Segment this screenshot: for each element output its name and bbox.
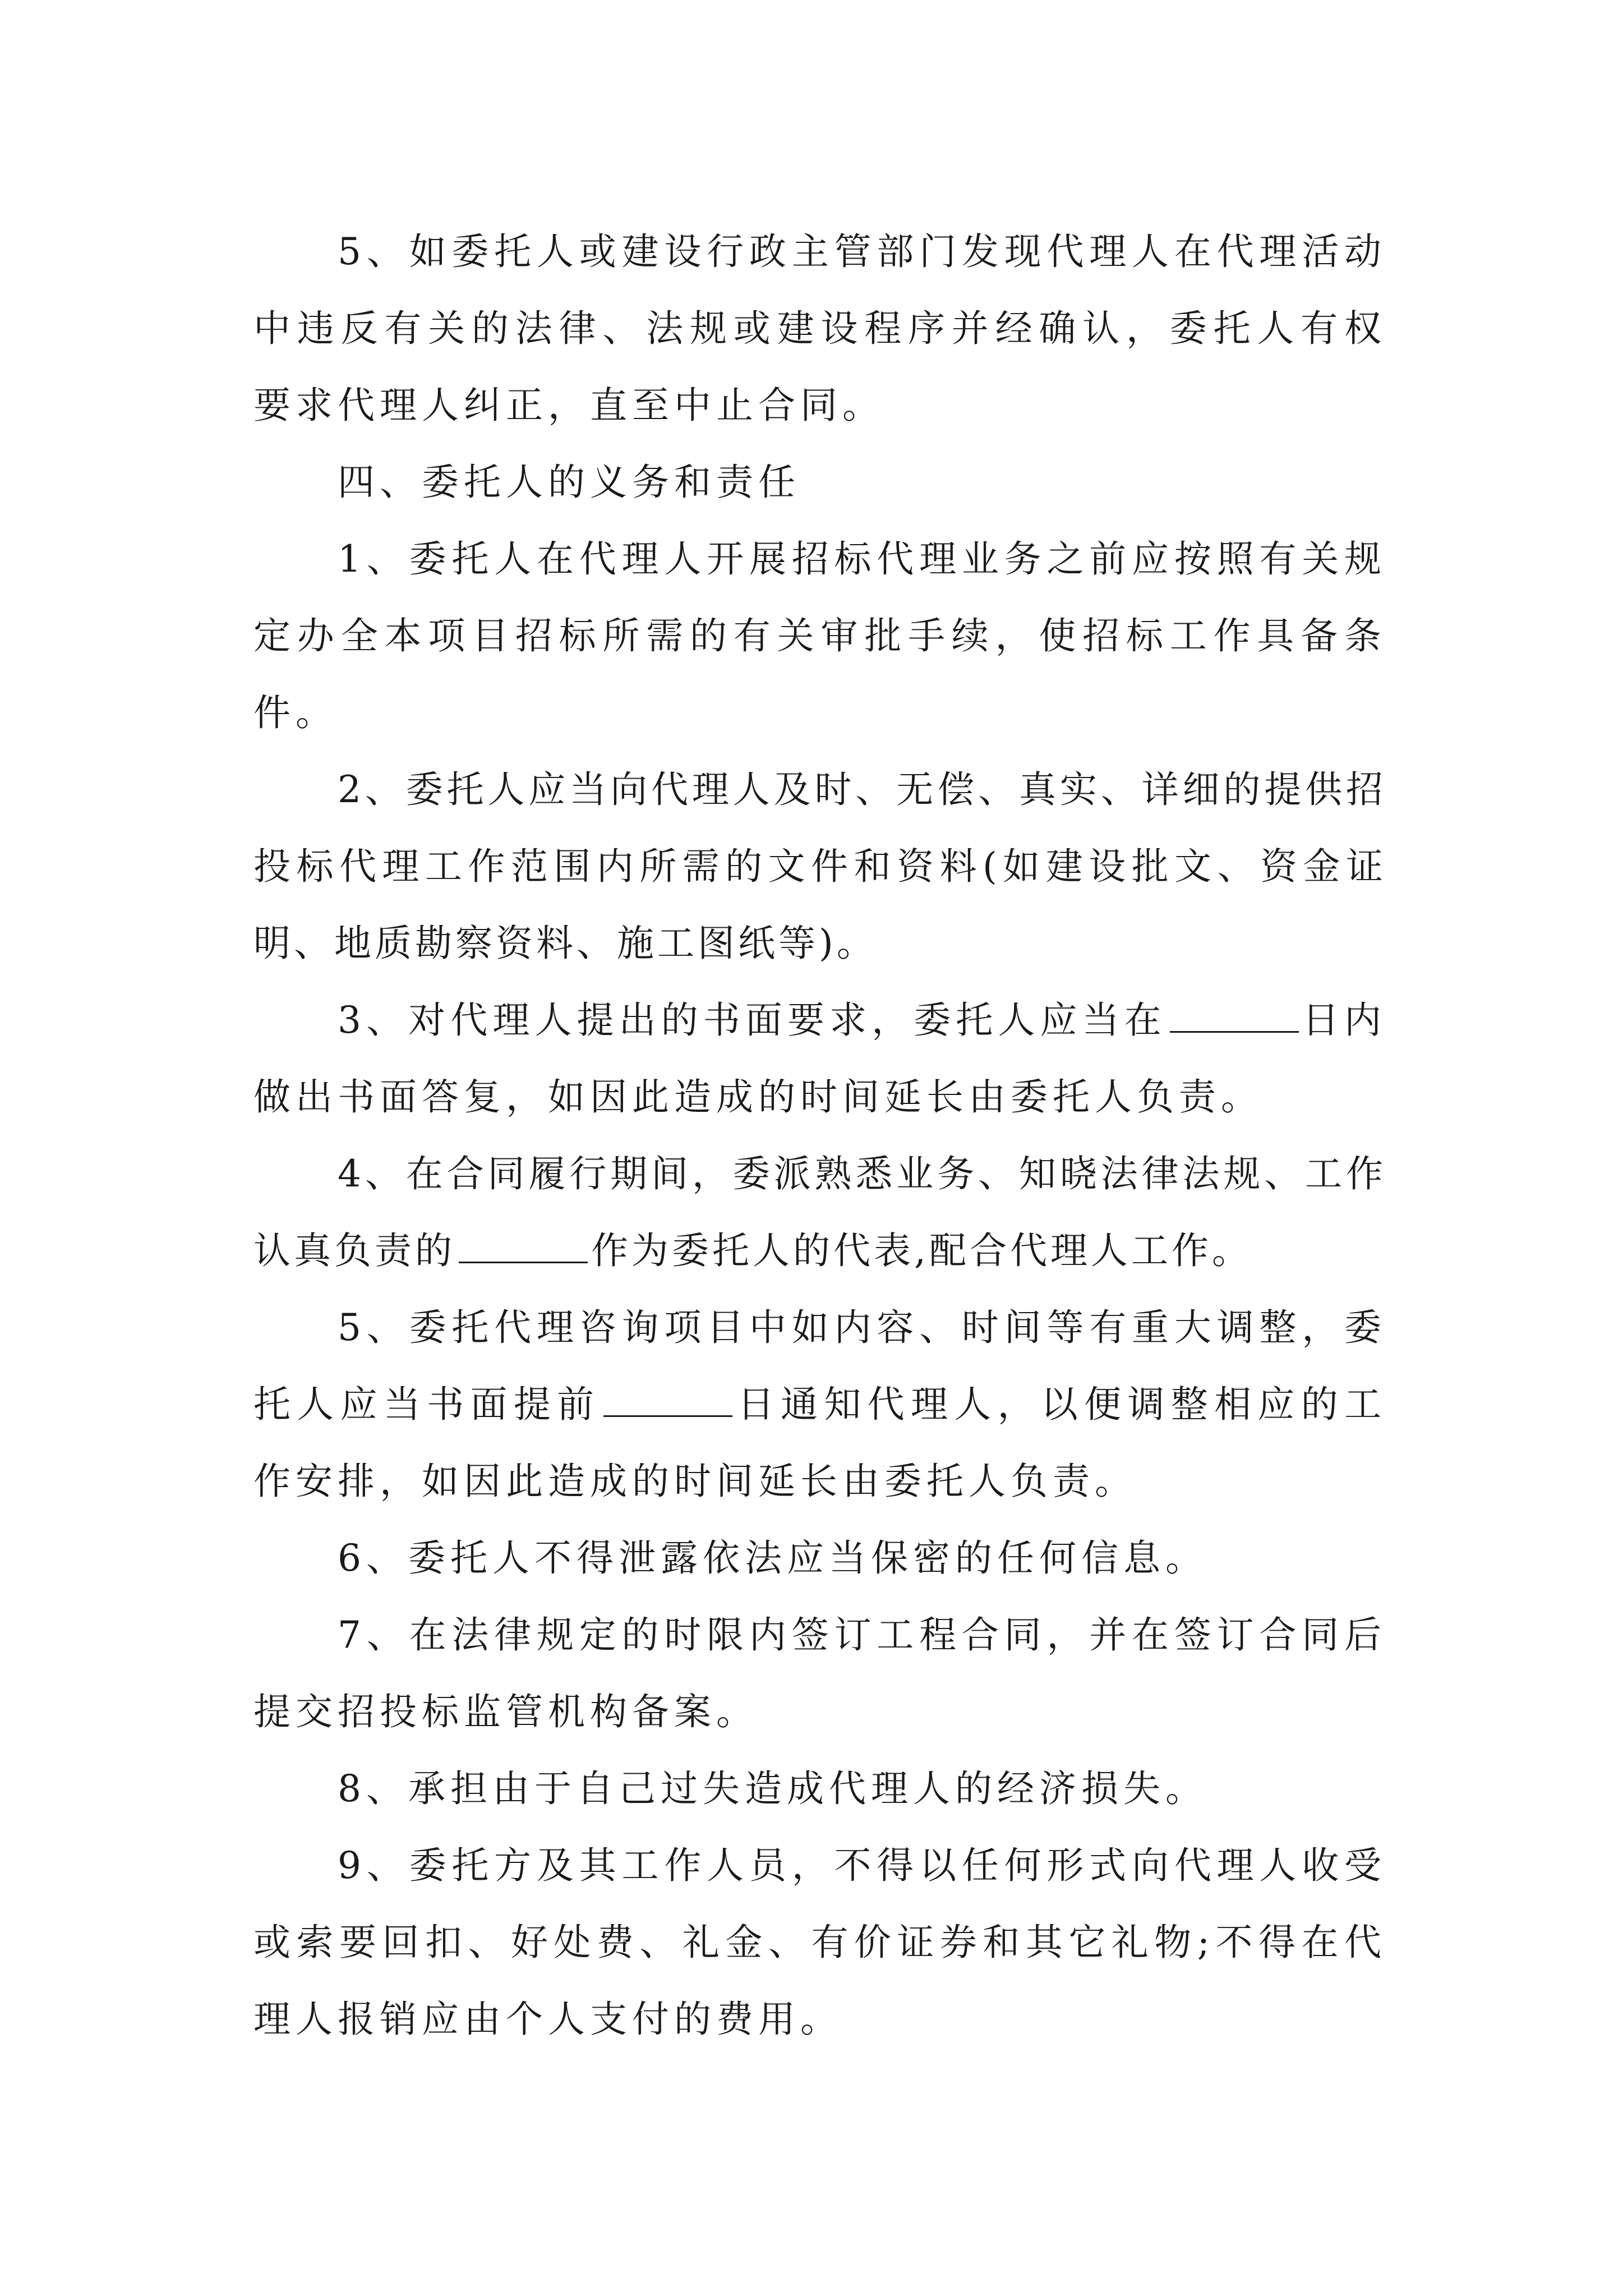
fill-in-blank-representative [459, 1231, 588, 1263]
document-page [253, 213, 1386, 2058]
obligation-3-text-before: 3、对代理人提出的书面要求，委托人应当在 [338, 999, 1166, 1042]
fill-in-blank-days [1170, 1001, 1299, 1033]
paragraph-obligation-2: 2、委托人应当向代理人及时、无偿、真实、详细的提供招投标代理工作范围内所需的文件和资料(如建设批文、资金证明、地质勘察资料、施工图纸等)。 [253, 768, 1386, 965]
paragraph-obligation-5 [253, 1289, 1386, 1520]
paragraph-obligation-7: 7、在法律规定的时限内签订工程合同，并在签订合同后提交招投标监管机构备案。 [253, 1613, 1386, 1733]
obligation-3-text-after: 日内做出书面答复，如因此造成的时间延长由委托人负责。 [253, 999, 1386, 1119]
paragraph-clause-5-supervision: 5、如委托人或建设行政主管部门发现代理人在代理活动中违反有关的法律、法规或建设程序并经确认，委托人有权要求代理人纠正，直至中止合同。 [253, 230, 1386, 427]
section-heading-client-obligations: 四、委托人的义务和责任 [338, 461, 800, 504]
fill-in-blank-notice-days [603, 1385, 732, 1417]
obligation-5-text-after: 日通知代理人，以便调整相应的工作安排，如因此造成的时间延长由委托人负责。 [253, 1383, 1387, 1503]
paragraph-obligation-1: 1、委托人在代理人开展招标代理业务之前应按照有关规定办全本项目招标所需的有关审批手续，使招标工作具备条件。 [253, 537, 1386, 734]
paragraph-obligation-6: 6、委托人不得泄露依法应当保密的任何信息。 [338, 1536, 1207, 1580]
paragraph-obligation-3 [253, 982, 1386, 1135]
paragraph-obligation-8: 8、承担由于自己过失造成代理人的经济损失。 [338, 1767, 1207, 1810]
obligation-4-text-after: 作为委托人的代表,配合代理人工作。 [591, 1229, 1252, 1272]
paragraph-obligation-9: 9、委托方及其工作人员，不得以任何形式向代理人收受或索要回扣、好处费、礼金、有价证券和其它礼物;不得在代理人报销应由个人支付的费用。 [253, 1844, 1386, 2041]
obligation-4-text-before: 4、在合同履行期间，委派熟悉业务、知晓法律法规、工作认真负责的 [253, 1152, 1386, 1272]
paragraph-obligation-4 [253, 1135, 1386, 1289]
obligation-5-text-before: 5、委托代理咨询项目中如内容、时间等有重大调整，委托人应当书面提前 [253, 1306, 1386, 1426]
